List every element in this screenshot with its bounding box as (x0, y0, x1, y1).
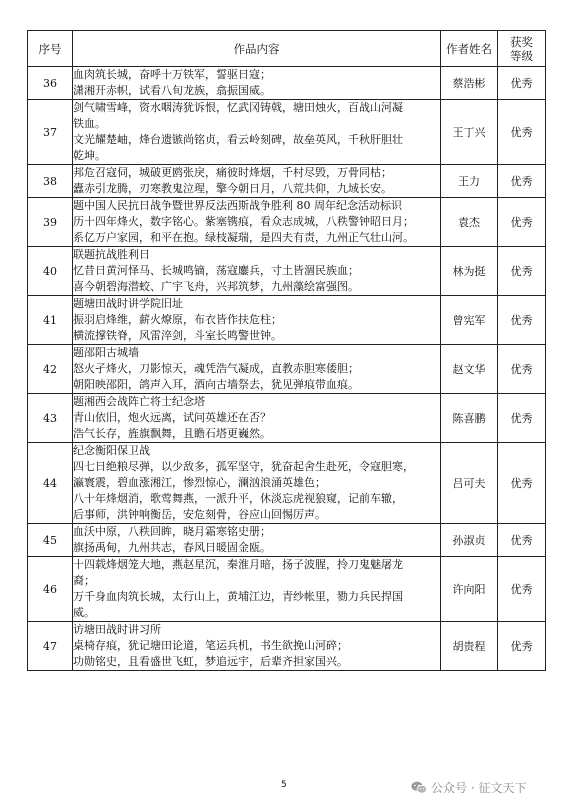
table-row (28, 345, 546, 394)
cell-no: 43 (28, 394, 73, 443)
cell-no: 41 (28, 296, 73, 345)
table-row (28, 67, 546, 100)
header-author: 作者姓名 (441, 31, 498, 67)
content-line: 十四载烽烟笼大地，燕赵星沉，秦淮月暗，扬子波腥，拎刀鬼魅屠龙 (73, 558, 403, 571)
content-line: 剑气啸雪峰，资水咽涛犹诉恨，忆武冈铸戟，塘田烛火，百战山河凝 (73, 101, 403, 114)
cell-content (73, 100, 441, 165)
cell-author: 赵文华 (441, 345, 498, 394)
content-line: 忆昔日黄河怿马、长城鸣镝，荡寇鏖兵，寸土皆涸民族血； (73, 264, 359, 277)
cell-content (73, 345, 441, 394)
content-line: 喜今朝碧海潜蛟、广宇飞舟，兴邦筑梦，九州藻绘富强图。 (73, 280, 359, 293)
content-line: 血沃中原，八秩回眸，晓月霜寒铭史册； (73, 525, 271, 538)
cell-no: 47 (28, 622, 73, 671)
content-line: 万千身血肉筑长城，太行山上，黄埔江边，青纱帐里，勠力兵民捍国 (73, 590, 403, 603)
content-line: 题塘田战时讲学院旧址 (73, 297, 183, 310)
cell-no: 44 (28, 443, 73, 524)
table-row (28, 557, 546, 622)
cell-grade: 优秀 (498, 524, 546, 557)
content-line: 青山依旧，炮火远离，试问英雄还在否？ (73, 411, 271, 424)
table-row (28, 198, 546, 247)
cell-content (73, 524, 441, 557)
cell-grade: 优秀 (498, 622, 546, 671)
header-grade: 获奖 等级 (498, 31, 546, 67)
table-header-row (28, 31, 546, 67)
cell-content (73, 67, 441, 100)
content-line: 系亿万户家园，和平在抱。绿枝凝瑞，是四夫有责，九州正气壮山河。 (73, 231, 414, 244)
table-row (28, 394, 546, 443)
cell-content (73, 443, 441, 524)
cell-content (73, 622, 441, 671)
content-line: 八十年烽烟消，歌莺舞燕，一派升平，休淡忘虎视狼窥，记前车辙， (73, 492, 403, 505)
content-line: 旗扬禹甸，九州共志，春风日暖固金瓯。 (73, 541, 271, 554)
content-line: 血肉筑长城，奋呼十万铁军，誓驱日寇； (73, 68, 271, 81)
cell-author: 胡贵程 (441, 622, 498, 671)
cell-author: 陈喜鹏 (441, 394, 498, 443)
awards-table (27, 30, 546, 671)
content-line: 纪念衡阳保卫战 (73, 444, 150, 457)
cell-content (73, 198, 441, 247)
content-line: 邦危召寇伺，城破更鸥张戾，痛彼时烽烟，千村尽毁，万骨同枯； (73, 166, 392, 179)
content-line: 功勋铭史，且看盛世飞虹，梦追远宇，后辈齐担家国兴。 (73, 655, 348, 668)
content-line: 文光耀楚岫，烽台遗镞尚铭贞，看云岭刻碑，故垒英风，千秋肝胆壮 (73, 133, 403, 146)
header-content: 作品内容 (73, 31, 441, 67)
content-line: 朝阳映邵阳，鸽声入耳，酒向古墙祭去，犹见弹痕带血痕。 (73, 378, 359, 391)
table-row (28, 443, 546, 524)
content-line: 四七日绝粮尽弹，以少敌多，孤军坚守，犹奋起舍生赴死，令寇胆寒， (73, 460, 414, 473)
cell-grade: 优秀 (498, 557, 546, 622)
cell-grade: 优秀 (498, 165, 546, 198)
cell-content (73, 165, 441, 198)
content-line: 横流撑铁脊，风雷淬剑，斗室长鸣警世钟。 (73, 329, 282, 342)
content-line: 裔； (73, 574, 95, 587)
watermark-text: 公众号 · 征文天下 (431, 781, 527, 795)
cell-grade: 优秀 (498, 247, 546, 296)
content-line: 题湘西会战阵亡将士纪念塔 (73, 395, 205, 408)
table-row (28, 622, 546, 671)
cell-no: 45 (28, 524, 73, 557)
cell-content (73, 557, 441, 622)
content-line: 访塘田战时讲习所 (73, 623, 161, 636)
cell-content (73, 394, 441, 443)
cell-grade: 优秀 (498, 100, 546, 165)
content-line: 桌椅存痕，犹记塘田论道，笔运兵机，书生欲挽山河碎； (73, 639, 348, 652)
cell-author: 许向阳 (441, 557, 498, 622)
cell-no: 40 (28, 247, 73, 296)
content-line: 乾坤。 (73, 149, 106, 162)
cell-no: 38 (28, 165, 73, 198)
watermark (411, 779, 526, 796)
cell-no: 46 (28, 557, 73, 622)
content-line: 威。 (73, 606, 95, 619)
cell-author: 孙淑贞 (441, 524, 498, 557)
header-no: 序号 (28, 31, 73, 67)
cell-content (73, 247, 441, 296)
content-line: 蠹赤引龙腾，刃寒教鬼泣瑆，擎今朝日月，八荒共仰，九域长安。 (73, 182, 392, 195)
page-number: 5 (281, 780, 287, 790)
content-line: 浩气长存，旌旗飘舞，且瞻石塔更巍然。 (73, 427, 271, 440)
content-line: 后事师，洪钟响衡岳，安危刻骨，谷应山回惕厉声。 (73, 508, 326, 521)
content-line: 铁血。 (73, 117, 106, 130)
cell-no: 39 (28, 198, 73, 247)
cell-no: 42 (28, 345, 73, 394)
content-line: 瀛寰震，碧血涨湘江，惨烈惊心，澜汹浪涌英雄色； (73, 476, 326, 489)
cell-grade: 优秀 (498, 394, 546, 443)
table-row (28, 165, 546, 198)
cell-author: 王丁兴 (441, 100, 498, 165)
cell-author: 林为挺 (441, 247, 498, 296)
cell-content (73, 296, 441, 345)
wechat-icon (411, 781, 427, 794)
table-body (28, 67, 546, 671)
table-row (28, 247, 546, 296)
cell-no: 36 (28, 67, 73, 100)
content-line: 潇湘开赤帜，试看八旬龙族，翕振国威。 (73, 84, 271, 97)
cell-author: 蔡浩彬 (441, 67, 498, 100)
cell-author: 王力 (441, 165, 498, 198)
cell-grade: 优秀 (498, 198, 546, 247)
table-row (28, 296, 546, 345)
cell-grade: 优秀 (498, 443, 546, 524)
cell-author: 曾宪军 (441, 296, 498, 345)
cell-grade: 优秀 (498, 67, 546, 100)
content-line: 振羽启烽维，薪火燎原，布衣皆作扶危柱； (73, 313, 282, 326)
content-line: 题中国人民抗日战争暨世界反法西斯战争胜利 80 周年纪念活动标识 (73, 199, 402, 212)
cell-grade: 优秀 (498, 296, 546, 345)
content-line: 题邵阳古城墙 (73, 346, 139, 359)
content-line: 历十四年烽火，数字铭心。紫塞镌痕，看众志成城，八秩警钟昭日月； (73, 215, 414, 228)
table-row (28, 524, 546, 557)
cell-author: 袁杰 (441, 198, 498, 247)
cell-no: 37 (28, 100, 73, 165)
content-line: 怒火孑烽火，刀影惊天，魂凭浩气凝成，直教赤胆寒倭胆； (73, 362, 359, 375)
cell-grade: 优秀 (498, 345, 546, 394)
content-line: 联题抗战胜利日 (73, 248, 150, 261)
cell-author: 吕可夫 (441, 443, 498, 524)
table-row (28, 100, 546, 165)
